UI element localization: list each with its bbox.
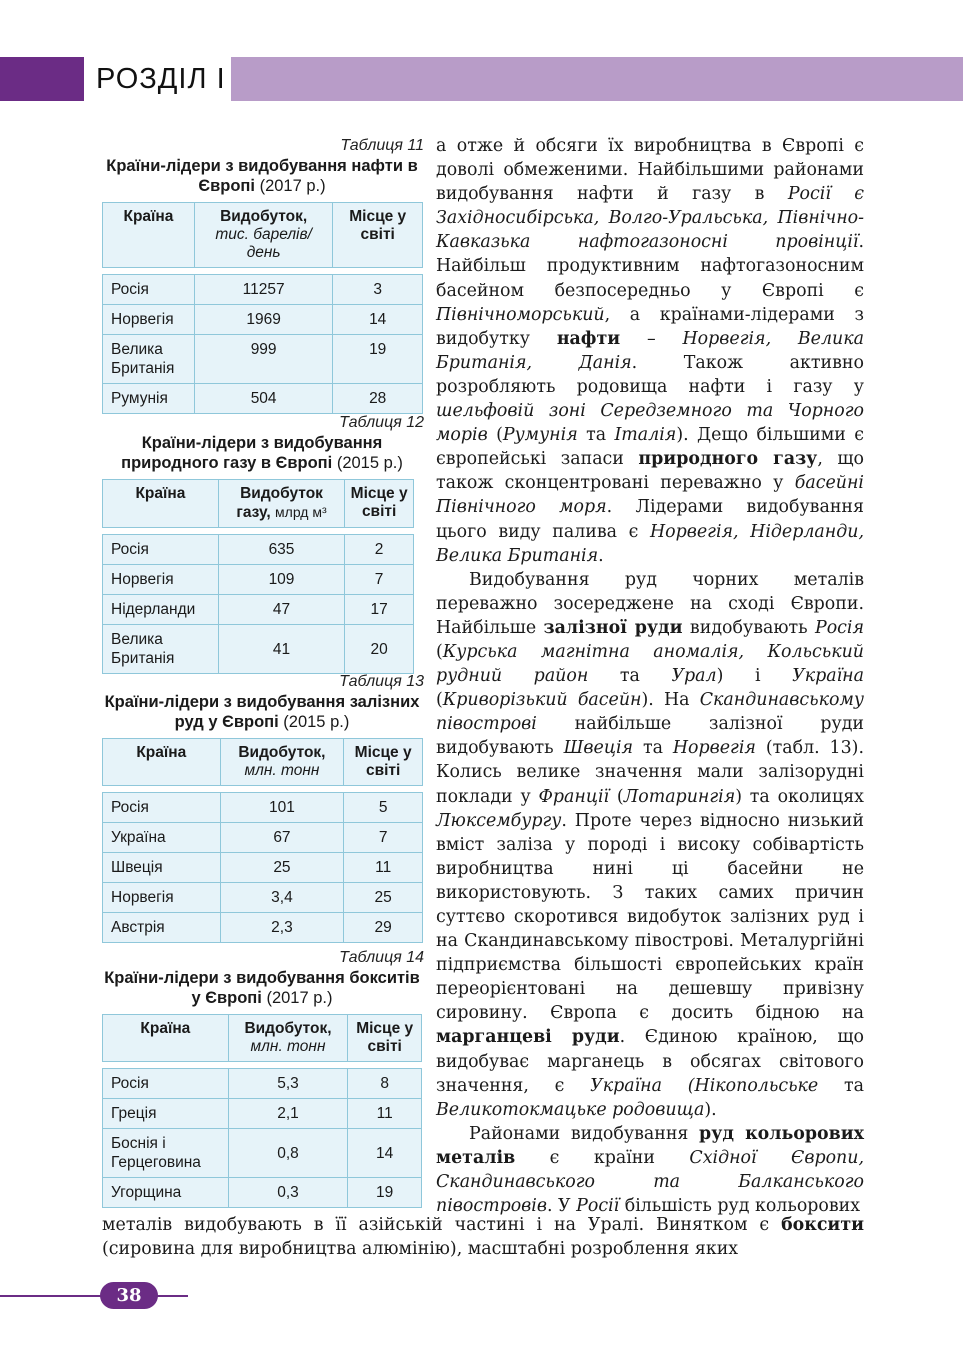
data-table <box>102 738 423 943</box>
table-caption: Країни-лідери з видобування залізних руд у Європі (2015 р.) <box>104 693 420 731</box>
table-label: Таблиця 12 <box>339 414 424 431</box>
table-row: Греція 2,1 11 <box>103 1099 422 1129</box>
data-table <box>102 479 414 674</box>
col-header-output: Видобуток, тис. барелів/ день <box>194 203 333 268</box>
table-header-row <box>103 1015 422 1062</box>
col-header-output: Видобуток газу, млрд м³ <box>218 480 344 528</box>
table-row: Росія 11257 3 <box>103 275 423 305</box>
col-header-country: Країна <box>103 480 219 528</box>
table-row: Швеція 25 11 <box>103 853 423 883</box>
col-header-country: Країна <box>103 1015 229 1062</box>
col-header-country: Країна <box>103 739 221 786</box>
chapter-title: РОЗДІЛ І <box>96 63 226 95</box>
data-table <box>102 202 423 414</box>
col-header-country: Країна <box>103 203 195 268</box>
col-header-rank: Місце у світі <box>344 739 423 786</box>
body-text-column <box>436 134 864 1218</box>
table-caption: Країни-лідери з видобування бокситів у Європі (2017 р.) <box>104 969 420 1007</box>
table-row: Норвегія 109 7 <box>103 565 414 595</box>
table-row: Норвегія 1969 14 <box>103 305 423 335</box>
data-table <box>102 1014 422 1208</box>
col-header-rank: Місце у світі <box>348 1015 422 1062</box>
table-label: Таблиця 13 <box>339 673 424 690</box>
col-header-output: Видобуток, млн. тонн <box>228 1015 348 1062</box>
col-header-output: Видобуток, млн. тонн <box>220 739 344 786</box>
table-14-block <box>100 948 424 1208</box>
table-header-row <box>103 739 423 786</box>
col-header-rank: Місце у світі <box>333 203 423 268</box>
table-row: Велика Британія 999 19 <box>103 335 423 384</box>
table-caption: Країни-лідери з видобування нафти в Європі (2017 р.) <box>106 157 418 195</box>
paragraph-oil-gas: а отже й обсяги їх виробництва в Європі є доволі обмеженими. Найбільшими районами видобування нафти й газу в Росії є Західносибірська, Волго-Уральська, Північно-Кавказька нафтогазоносні провінції. Найбільш продуктивним нафтогазоносним басейном безпосередньо у Європі є Північноморський, а країнами-лідерами з видобутку нафти – Норвегія, Велика Британія, Данія. Також активно розробляють родовища нафти і газу у шельфовій зоні Середземного та Чорного морів (Румунія та Італія). Дещо більшими є європейські запаси природного газу, що також сконцентровані переважно у басейні Північного моря. Лідерами видобування цього виду палива є Норвегія, Нідерланди, Велика Британія. <box>436 136 865 566</box>
table-row: Боснія і Герцеговина 0,8 14 <box>103 1129 422 1178</box>
table-row: Росія 5,3 8 <box>103 1069 422 1099</box>
table-row: Росія 101 5 <box>103 793 423 823</box>
table-11-block <box>100 136 424 414</box>
table-header-row <box>103 203 423 268</box>
header-band <box>231 57 963 101</box>
paragraph-nonferrous: Районами видобування руд кольорових металів є країни Східної Європи, Скандинавського та Балканського півостровів. У Росії більшість руд кольорових <box>436 1123 864 1217</box>
page-number: 38 <box>100 1282 158 1309</box>
col-header-rank: Місце у світі <box>345 480 414 528</box>
table-row: Австрія 2,3 29 <box>103 913 423 943</box>
table-row: Румунія 504 28 <box>103 384 423 414</box>
table-row: Угорщина 0,3 19 <box>103 1178 422 1208</box>
table-row: Росія 635 2 <box>103 535 414 565</box>
table-row: Велика Британія 41 20 <box>103 625 414 674</box>
table-row: Норвегія 3,4 25 <box>103 883 423 913</box>
table-label: Таблиця 11 <box>340 137 424 154</box>
table-13-block <box>100 672 424 943</box>
table-12-block <box>100 413 424 674</box>
table-row: Україна 67 7 <box>103 823 423 853</box>
body-text-full-width: металів видобувають в її азійській частині і на Уралі. Винятком є боксити (сировина для виробництва алюмінію), масштабні розроблення яких <box>102 1215 864 1260</box>
table-header-row <box>103 480 414 528</box>
paragraph-iron-ore: Видобування руд чорних металів переважно зосереджене на сході Європи. Найбільше залізної руди видобувають Росія (Курська магнітна аномалія, Кольський рудний район та Урал) і Україна (Криворізький басейн). На Скандинавському півострові найбільше залізної руди видобувають Швеція та Норвегія (табл. 13). Колись велике значення мали залізорудні поклади у Франції (Лотарингія) та околицях Люксембургу. Проте через відносно низький вміст заліза у породі і високу собівартість виробництва нині ці басейни не використовують. З таких самих причин суттєво скоротився видобуток залізних руд і на Скандинавському півострові. Металургійні підприємства більшості європейських країн переорієнтовані на дешевшу привізну сировину. Європа є досить бідною на марганцеві руди. Єдиною країною, що видобуває марганець в обсягах світового значення, є Україна (Нікопольське та Великотокмацьке родовища). <box>436 569 864 1120</box>
table-row: Нідерланди 47 17 <box>103 595 414 625</box>
header-accent-bar <box>0 57 84 101</box>
table-label: Таблиця 14 <box>339 949 424 966</box>
footer-line <box>0 1295 188 1297</box>
table-caption: Країни-лідери з видобування природного газу в Європі (2015 р.) <box>121 434 403 472</box>
